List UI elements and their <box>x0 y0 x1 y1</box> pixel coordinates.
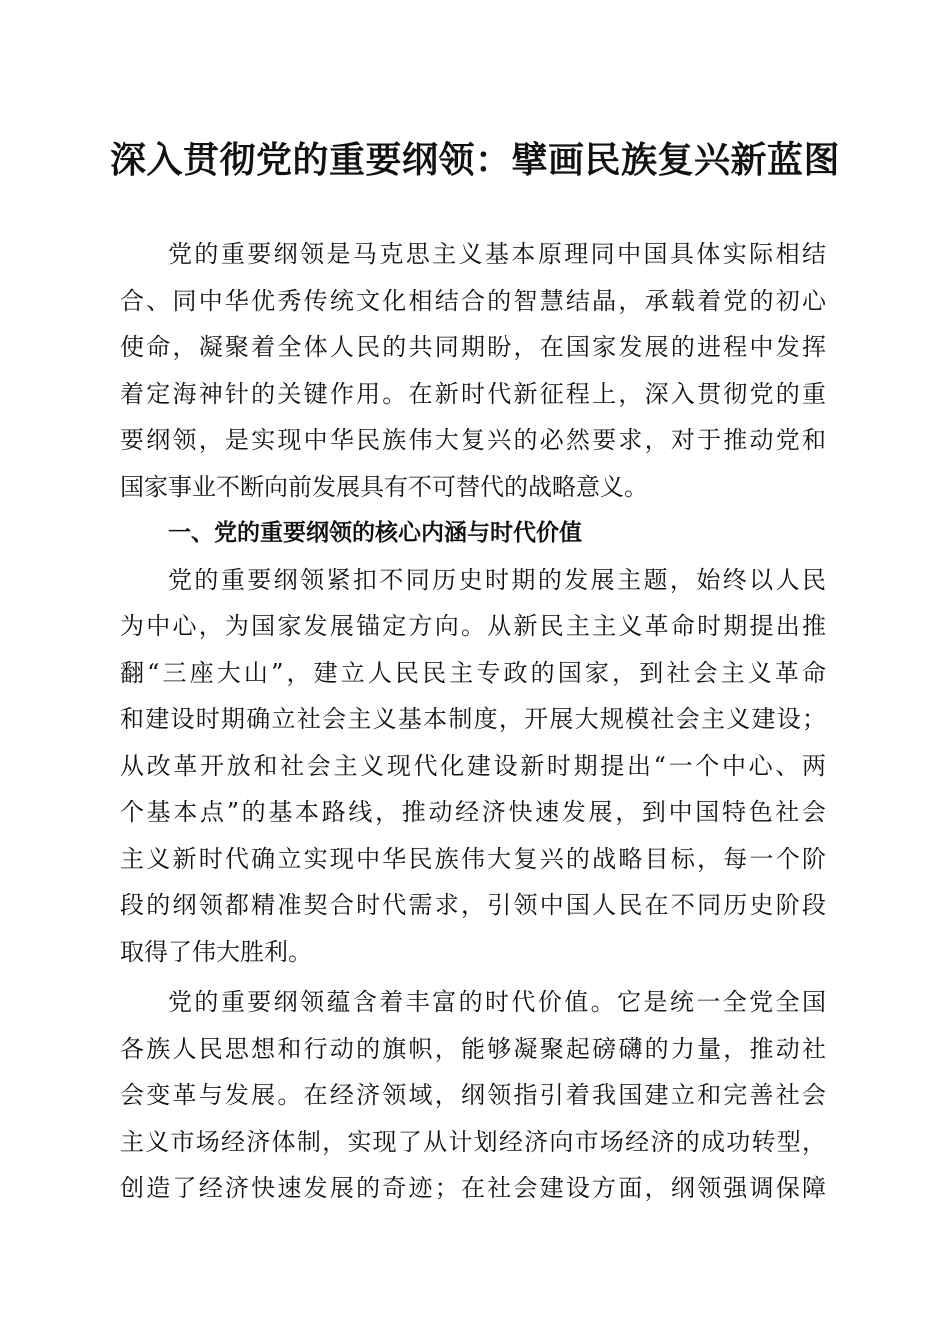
paragraph-line: 和建设时期确立社会主义基本制度，开展大规模社会主义建设； <box>120 705 826 733</box>
paragraph-line: 个基本点”的基本路线，推动经济快速发展，到中国特色社会 <box>120 798 826 826</box>
paragraph-line: 合、同中华优秀传统文化相结合的智慧结晶，承载着党的初心 <box>120 286 826 315</box>
paragraph-line: 各族人民思想和行动的旗帜，能够凝聚起磅礴的力量，推动社 <box>120 1034 826 1063</box>
paragraph-line: 党的重要纲领是马克思主义基本原理同中国具体实际相结 <box>168 240 826 268</box>
paragraph-line: 从改革开放和社会主义现代化建设新时期提出“一个中心、两 <box>120 751 826 780</box>
paragraph-line: 要纲领，是实现中华民族伟大复兴的必然要求，对于推动党和 <box>120 426 826 454</box>
paragraph-line: 使命，凝聚着全体人民的共同期盼，在国家发展的进程中发挥 <box>120 333 826 361</box>
paragraph-line: 翻“三座大山”，建立人民民主专政的国家，到社会主义革命 <box>120 658 826 687</box>
paragraph-line: 取得了伟大胜利。 <box>120 937 312 966</box>
paragraph-line: 党的重要纲领紧扣不同历史时期的发展主题，始终以人民 <box>168 565 826 594</box>
paragraph-line: 为中心，为国家发展锚定方向。从新民主主义革命时期提出推 <box>120 612 826 640</box>
paragraph-line: 主义新时代确立实现中华民族伟大复兴的战略目标，每一个阶 <box>120 844 826 873</box>
paragraph-line: 段的纲领都精准契合时代需求，引领中国人民在不同历史阶段 <box>120 891 826 919</box>
document-body <box>120 231 826 1212</box>
paragraph-line: 主义市场经济体制，实现了从计划经济向市场经济的成功转型， <box>120 1127 826 1156</box>
document-title: 深入贯彻党的重要纲领：擘画民族复兴新蓝图 <box>109 139 840 181</box>
paragraph-line: 党的重要纲领蕴含着丰富的时代价值。它是统一全党全国 <box>168 988 826 1016</box>
paragraph-line: 着定海神针的关键作用。在新时代新征程上，深入贯彻党的重 <box>120 379 826 408</box>
paragraph-intro <box>120 231 826 510</box>
paragraph-core-content <box>120 557 826 976</box>
section-heading: 一、党的重要纲领的核心内涵与时代价值 <box>168 520 582 546</box>
paragraph-line: 国家事业不断向前发展具有不可替代的战略意义。 <box>120 472 648 501</box>
paragraph-line: 会变革与发展。在经济领域，纲领指引着我国建立和完善社会 <box>120 1081 826 1109</box>
paragraph-time-value <box>120 979 826 1212</box>
paragraph-line: 创造了经济快速发展的奇迹；在社会建设方面，纲领强调保障 <box>120 1174 826 1202</box>
